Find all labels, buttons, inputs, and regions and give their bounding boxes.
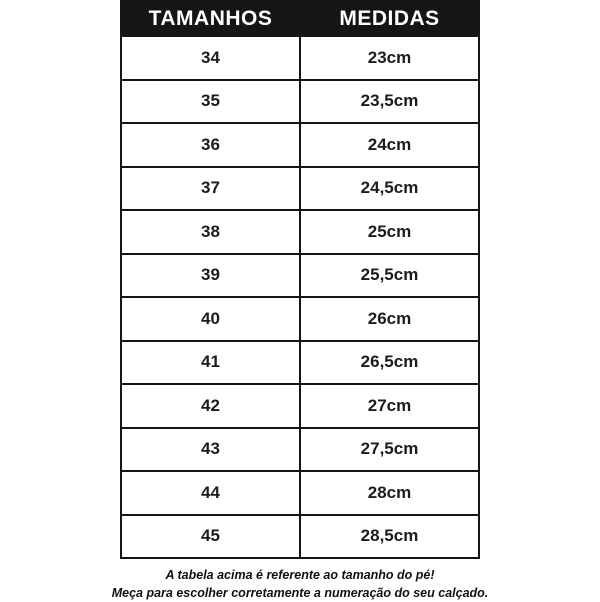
size-cell: 36 [121,123,300,167]
measure-cell: 28cm [300,471,479,515]
size-cell: 39 [121,254,300,298]
measure-cell: 24cm [300,123,479,167]
size-cell: 34 [121,36,300,80]
table-row [121,515,479,559]
table-row [121,428,479,472]
column-header-medidas: MEDIDAS [300,1,479,36]
size-cell: 44 [121,471,300,515]
measure-cell: 24,5cm [300,167,479,211]
table-row [121,36,479,80]
table-row [121,471,479,515]
footnote-line-2: Meça para escolher corretamente a numeração do seu calçado. [111,586,489,600]
size-chart-table [120,0,480,559]
table-row [121,210,479,254]
column-header-tamanhos: TAMANHOS [121,1,300,36]
size-cell: 41 [121,341,300,385]
footnote [0,566,600,602]
size-cell: 43 [121,428,300,472]
table-row [121,167,479,211]
measure-cell: 26,5cm [300,341,479,385]
size-cell: 35 [121,80,300,124]
table-row [121,297,479,341]
measure-cell: 23cm [300,36,479,80]
size-cell: 37 [121,167,300,211]
size-cell: 45 [121,515,300,559]
table-row [121,341,479,385]
size-cell: 38 [121,210,300,254]
measure-cell: 23,5cm [300,80,479,124]
table-row [121,123,479,167]
table-row [121,384,479,428]
table-row [121,80,479,124]
measure-cell: 25,5cm [300,254,479,298]
table-header-row [121,1,479,36]
table-row [121,254,479,298]
measure-cell: 27cm [300,384,479,428]
measure-cell: 28,5cm [300,515,479,559]
measure-cell: 27,5cm [300,428,479,472]
measure-cell: 25cm [300,210,479,254]
size-cell: 40 [121,297,300,341]
size-cell: 42 [121,384,300,428]
footnote-line-1: A tabela acima é referente ao tamanho do pé! [165,568,435,582]
measure-cell: 26cm [300,297,479,341]
